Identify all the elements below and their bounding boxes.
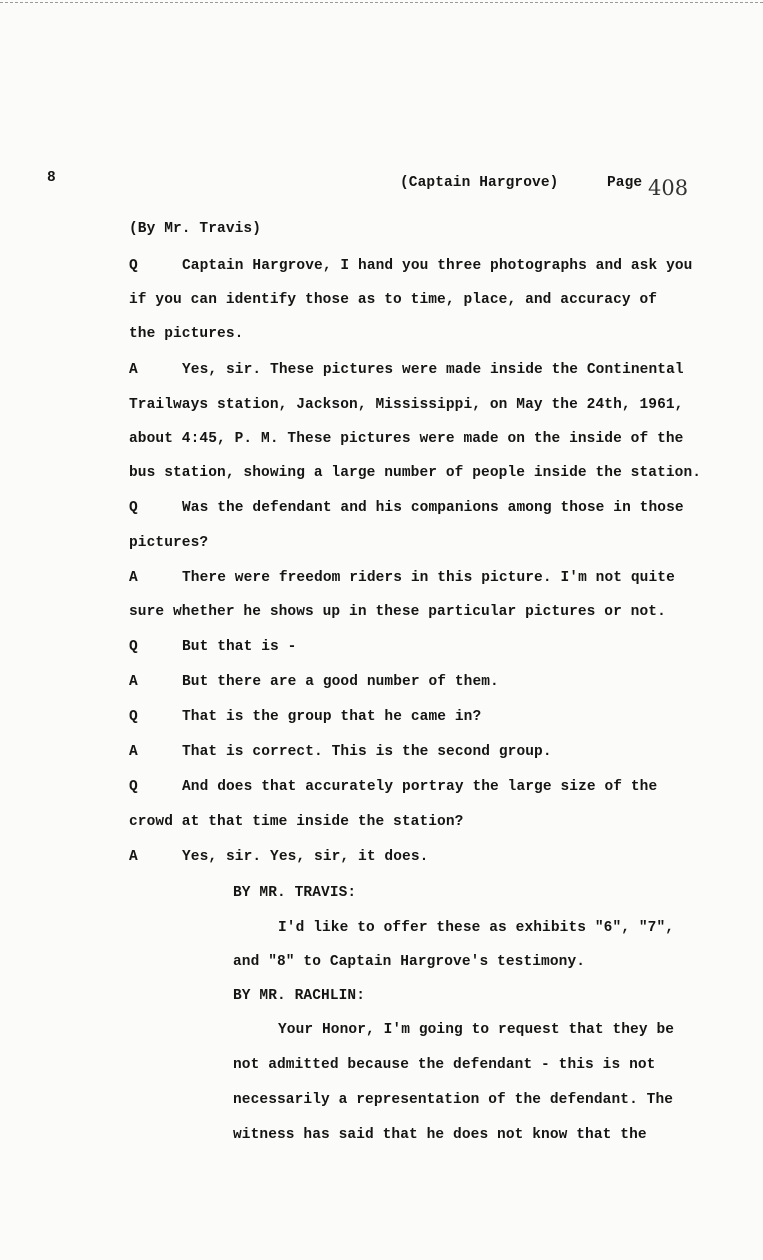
- transcript-line: Yes, sir. These pictures were made inside the Continental: [182, 362, 684, 378]
- transcript-line: Trailways station, Jackson, Mississippi, on May the 24th, 1961,: [129, 397, 684, 413]
- transcript-line: if you can identify those as to time, place, and accuracy of: [129, 292, 658, 308]
- transcript-line: That is the group that he came in?: [182, 709, 482, 725]
- examiner-line: (By Mr. Travis): [129, 221, 262, 237]
- transcript-line: witness has said that he does not know that the: [233, 1127, 647, 1143]
- top-edge-line: [0, 2, 763, 3]
- transcript-line: sure whether he shows up in these particular pictures or not.: [129, 604, 666, 620]
- transcript-line: and "8" to Captain Hargrove's testimony.: [233, 954, 586, 970]
- page-label: Page: [607, 175, 643, 191]
- transcript-line: Was the defendant and his companions among those in those: [182, 500, 684, 516]
- transcript-line: Your Honor, I'm going to request that they be: [278, 1022, 675, 1038]
- speaker-heading: BY MR. TRAVIS:: [233, 885, 357, 901]
- transcript-line: Yes, sir. Yes, sir, it does.: [182, 849, 429, 865]
- speaker-marker-a: A: [129, 362, 138, 378]
- transcript-line: There were freedom riders in this picture. I'm not quite: [182, 570, 675, 586]
- transcript-line: I'd like to offer these as exhibits "6", "7",: [278, 920, 675, 936]
- transcript-line: about 4:45, P. M. These pictures were made on the inside of the: [129, 431, 684, 447]
- speaker-marker-a: A: [129, 744, 138, 760]
- transcript-line: But there are a good number of them.: [182, 674, 499, 690]
- transcript-line: crowd at that time inside the station?: [129, 814, 464, 830]
- speaker-marker-q: Q: [129, 779, 138, 795]
- speaker-marker-q: Q: [129, 639, 138, 655]
- speaker-marker-q: Q: [129, 500, 138, 516]
- speaker-heading: BY MR. RACHLIN:: [233, 988, 366, 1004]
- transcript-line: That is correct. This is the second group.: [182, 744, 552, 760]
- speaker-marker-a: A: [129, 570, 138, 586]
- page-number: 408: [648, 176, 689, 200]
- witness-header: (Captain Hargrove): [400, 175, 559, 191]
- speaker-marker-q: Q: [129, 709, 138, 725]
- speaker-marker-q: Q: [129, 258, 138, 274]
- transcript-line: bus station, showing a large number of people inside the station.: [129, 465, 702, 481]
- speaker-marker-a: A: [129, 849, 138, 865]
- transcript-line: But that is -: [182, 639, 297, 655]
- transcript-line: And does that accurately portray the large size of the: [182, 779, 658, 795]
- transcript-line: pictures?: [129, 535, 209, 551]
- page-left-number: 8: [47, 170, 56, 186]
- transcript-line: not admitted because the defendant - this is not: [233, 1057, 656, 1073]
- speaker-marker-a: A: [129, 674, 138, 690]
- transcript-line: Captain Hargrove, I hand you three photographs and ask you: [182, 258, 693, 274]
- transcript-line: the pictures.: [129, 326, 244, 342]
- transcript-line: necessarily a representation of the defendant. The: [233, 1092, 674, 1108]
